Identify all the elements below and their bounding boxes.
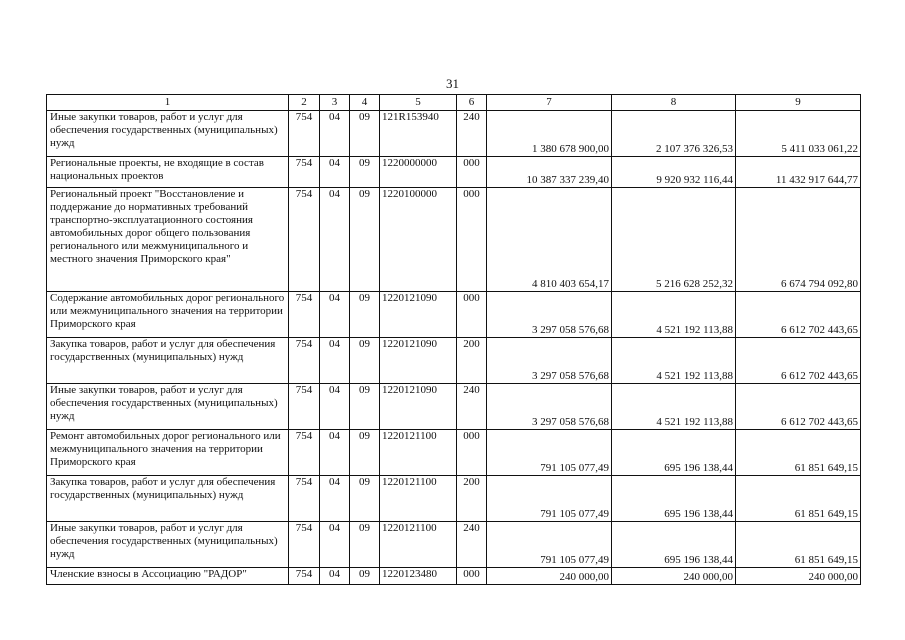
row-name: Региональный проект "Восстановление и поддержание до нормативных требований транспортно-эксплуатационного состояния автомобильных дорог общего пользования регионального или межмуниципального и местного значения Приморского края" [47, 188, 289, 292]
row-name: Региональные проекты, не входящие в состав национальных проектов [47, 157, 289, 188]
amount-col-7: 10 387 337 239,40 [487, 157, 612, 188]
code-subsection: 09 [350, 430, 380, 476]
code-section: 04 [320, 157, 350, 188]
code-target-article: 1220123480 [380, 568, 457, 585]
table-row [47, 188, 861, 292]
amount-col-7: 1 380 678 900,00 [487, 111, 612, 157]
amount-col-9: 6 612 702 443,65 [736, 292, 861, 338]
code-target-article: 1220100000 [380, 188, 457, 292]
code-ministry: 754 [289, 430, 320, 476]
header-cell: 1 [47, 95, 289, 111]
row-name: Ремонт автомобильных дорог регионального или межмуниципального значения на территории Приморского края [47, 430, 289, 476]
amount-col-9: 61 851 649,15 [736, 522, 861, 568]
row-name: Иные закупки товаров, работ и услуг для обеспечения государственных (муниципальных) нужд [47, 384, 289, 430]
code-expense-type: 000 [457, 157, 487, 188]
amount-col-9: 61 851 649,15 [736, 476, 861, 522]
amount-col-7: 3 297 058 576,68 [487, 338, 612, 384]
table-row [47, 157, 861, 188]
amount-col-7: 3 297 058 576,68 [487, 384, 612, 430]
table-row [47, 522, 861, 568]
amount-col-9: 11 432 917 644,77 [736, 157, 861, 188]
code-target-article: 1220121100 [380, 430, 457, 476]
table-row [47, 384, 861, 430]
code-target-article: 1220121100 [380, 476, 457, 522]
code-expense-type: 000 [457, 292, 487, 338]
code-subsection: 09 [350, 292, 380, 338]
amount-col-7: 4 810 403 654,17 [487, 188, 612, 292]
code-subsection: 09 [350, 111, 380, 157]
header-cell: 2 [289, 95, 320, 111]
code-section: 04 [320, 188, 350, 292]
code-expense-type: 000 [457, 568, 487, 585]
page-number: 31 [446, 76, 459, 91]
amount-col-8: 240 000,00 [612, 568, 736, 585]
code-ministry: 754 [289, 522, 320, 568]
amount-col-7: 240 000,00 [487, 568, 612, 585]
code-subsection: 09 [350, 568, 380, 585]
table-row [47, 111, 861, 157]
code-section: 04 [320, 111, 350, 157]
code-subsection: 09 [350, 157, 380, 188]
amount-col-8: 5 216 628 252,32 [612, 188, 736, 292]
code-section: 04 [320, 476, 350, 522]
code-subsection: 09 [350, 188, 380, 292]
code-subsection: 09 [350, 522, 380, 568]
row-name: Иные закупки товаров, работ и услуг для обеспечения государственных (муниципальных) нужд [47, 111, 289, 157]
amount-col-9: 6 612 702 443,65 [736, 338, 861, 384]
code-section: 04 [320, 568, 350, 585]
code-target-article: 1220121090 [380, 338, 457, 384]
code-ministry: 754 [289, 111, 320, 157]
row-name: Содержание автомобильных дорог регионального или межмуниципального значения на территории Приморского края [47, 292, 289, 338]
code-ministry: 754 [289, 188, 320, 292]
amount-col-8: 4 521 192 113,88 [612, 292, 736, 338]
code-ministry: 754 [289, 157, 320, 188]
header-cell: 7 [487, 95, 612, 111]
header-cell: 3 [320, 95, 350, 111]
code-subsection: 09 [350, 338, 380, 384]
code-subsection: 09 [350, 384, 380, 430]
amount-col-8: 4 521 192 113,88 [612, 338, 736, 384]
row-name: Членские взносы в Ассоциацию "РАДОР" [47, 568, 289, 585]
code-ministry: 754 [289, 292, 320, 338]
code-target-article: 1220000000 [380, 157, 457, 188]
code-expense-type: 240 [457, 111, 487, 157]
code-expense-type: 240 [457, 384, 487, 430]
code-ministry: 754 [289, 476, 320, 522]
code-target-article: 1220121100 [380, 522, 457, 568]
table-row [47, 476, 861, 522]
code-ministry: 754 [289, 338, 320, 384]
row-name: Закупка товаров, работ и услуг для обеспечения государственных (муниципальных) нужд [47, 338, 289, 384]
code-section: 04 [320, 338, 350, 384]
code-expense-type: 240 [457, 522, 487, 568]
code-section: 04 [320, 430, 350, 476]
budget-table [46, 94, 861, 585]
code-expense-type: 200 [457, 476, 487, 522]
amount-col-8: 9 920 932 116,44 [612, 157, 736, 188]
header-cell: 4 [350, 95, 380, 111]
amount-col-7: 3 297 058 576,68 [487, 292, 612, 338]
header-cell: 5 [380, 95, 457, 111]
code-ministry: 754 [289, 568, 320, 585]
amount-col-7: 791 105 077,49 [487, 476, 612, 522]
amount-col-9: 6 612 702 443,65 [736, 384, 861, 430]
row-name: Закупка товаров, работ и услуг для обеспечения государственных (муниципальных) нужд [47, 476, 289, 522]
table-row [47, 430, 861, 476]
code-expense-type: 200 [457, 338, 487, 384]
code-section: 04 [320, 522, 350, 568]
code-target-article: 121R153940 [380, 111, 457, 157]
amount-col-9: 61 851 649,15 [736, 430, 861, 476]
amount-col-9: 6 674 794 092,80 [736, 188, 861, 292]
table-row [47, 292, 861, 338]
code-target-article: 1220121090 [380, 384, 457, 430]
code-expense-type: 000 [457, 188, 487, 292]
amount-col-9: 5 411 033 061,22 [736, 111, 861, 157]
row-name: Иные закупки товаров, работ и услуг для обеспечения государственных (муниципальных) нужд [47, 522, 289, 568]
table-row [47, 568, 861, 585]
header-cell: 9 [736, 95, 861, 111]
code-section: 04 [320, 384, 350, 430]
amount-col-7: 791 105 077,49 [487, 430, 612, 476]
header-cell: 8 [612, 95, 736, 111]
amount-col-7: 791 105 077,49 [487, 522, 612, 568]
code-target-article: 1220121090 [380, 292, 457, 338]
amount-col-8: 2 107 376 326,53 [612, 111, 736, 157]
amount-col-8: 695 196 138,44 [612, 476, 736, 522]
amount-col-9: 240 000,00 [736, 568, 861, 585]
code-ministry: 754 [289, 384, 320, 430]
code-expense-type: 000 [457, 430, 487, 476]
amount-col-8: 695 196 138,44 [612, 430, 736, 476]
amount-col-8: 4 521 192 113,88 [612, 384, 736, 430]
table-header-row [47, 95, 861, 111]
amount-col-8: 695 196 138,44 [612, 522, 736, 568]
header-cell: 6 [457, 95, 487, 111]
table-row [47, 338, 861, 384]
code-section: 04 [320, 292, 350, 338]
code-subsection: 09 [350, 476, 380, 522]
